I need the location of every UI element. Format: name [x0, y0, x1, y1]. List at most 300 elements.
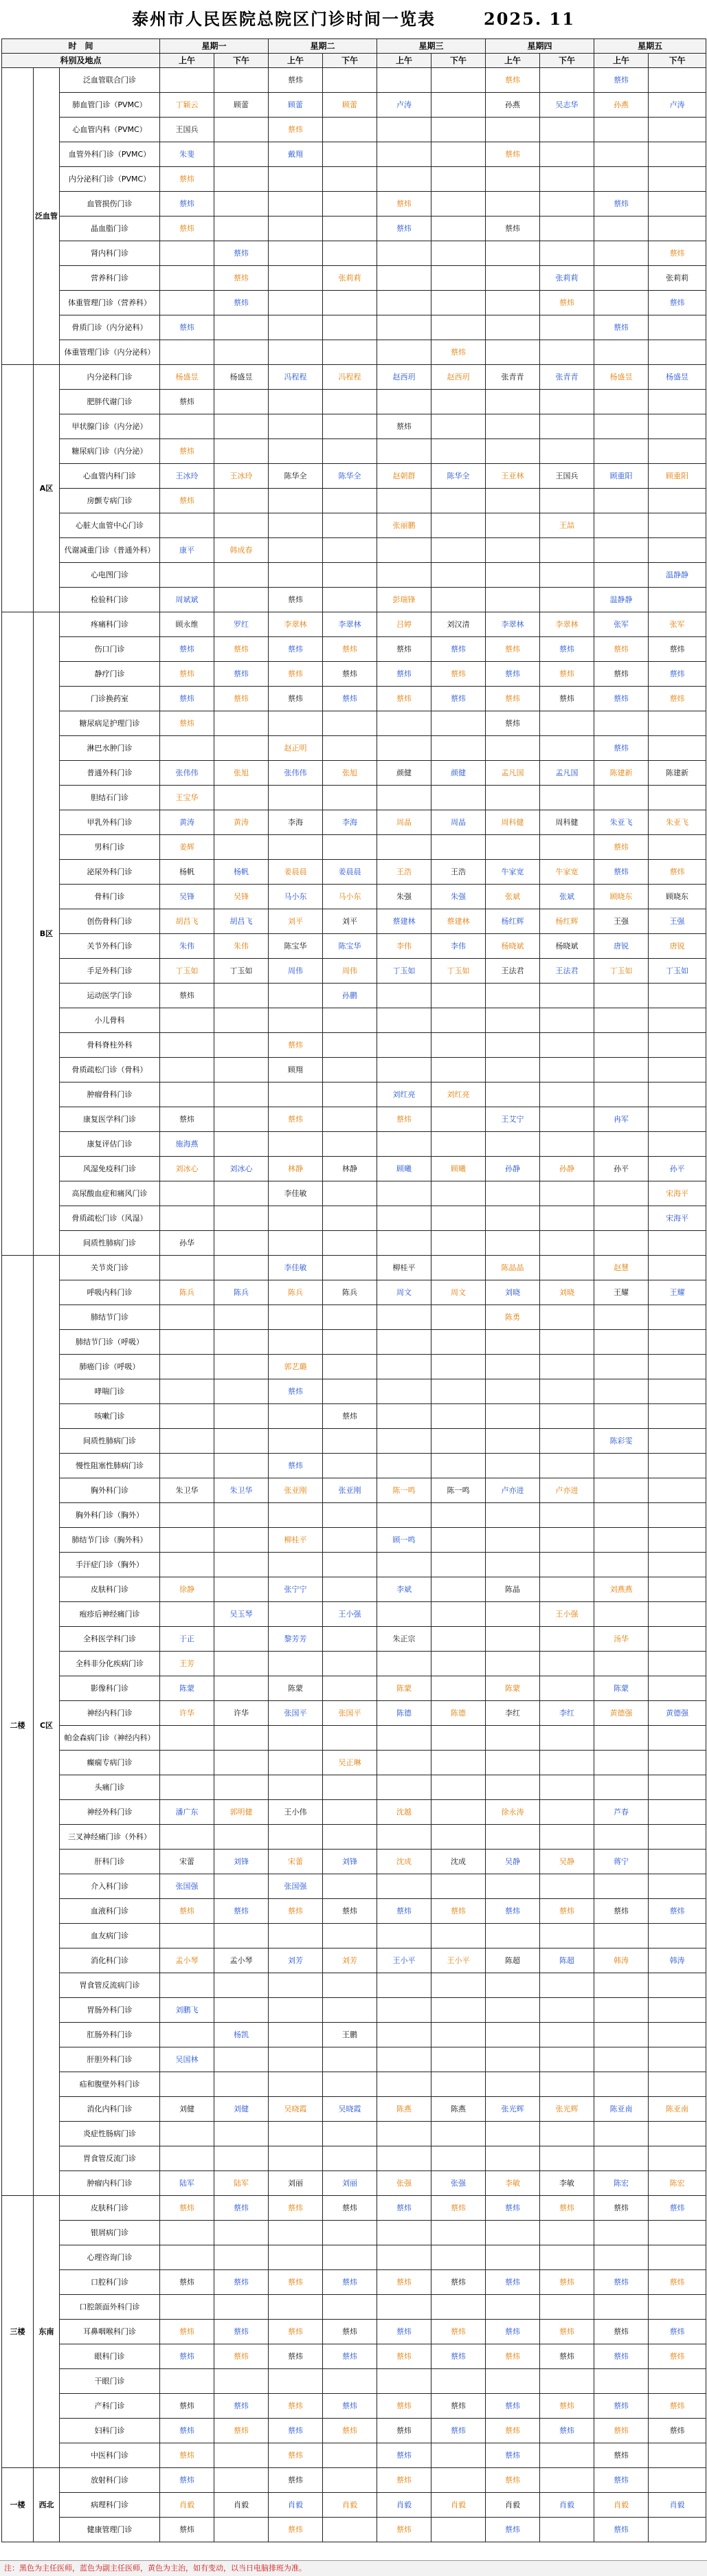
- doctor-cell: [377, 2122, 431, 2146]
- doctor-cell: [486, 2072, 540, 2097]
- doctor-cell: [214, 118, 269, 142]
- doctor-cell: [269, 1602, 323, 1627]
- doctor-cell: [594, 167, 649, 192]
- doctor-cell: 蔡炜: [323, 637, 377, 662]
- doctor-cell: 蔡炜: [431, 2394, 486, 2419]
- doctor-cell: 蔡炜: [486, 2344, 540, 2369]
- doctor-cell: [431, 835, 486, 860]
- doctor-cell: 杨晓斌: [486, 934, 540, 959]
- doctor-cell: 张莉莉: [540, 266, 594, 291]
- doctor-cell: [649, 340, 706, 365]
- doctor-cell: [540, 2518, 594, 2542]
- clinic-name: 全科非分化疾病门诊: [60, 1652, 160, 1676]
- doctor-cell: 周伟: [323, 959, 377, 984]
- doctor-cell: 王耀: [594, 1280, 649, 1305]
- doctor-cell: [649, 1602, 706, 1627]
- doctor-cell: 蔡炜: [214, 687, 269, 711]
- doctor-cell: [160, 1082, 214, 1107]
- clinic-name: 肺血管门诊（PVMC）: [60, 93, 160, 118]
- doctor-cell: [540, 1404, 594, 1429]
- clinic-name: 内分泌科门诊: [60, 365, 160, 390]
- doctor-cell: [486, 192, 540, 216]
- doctor-cell: 蔡炜: [594, 315, 649, 340]
- doctor-cell: [486, 1528, 540, 1553]
- doctor-cell: [323, 2369, 377, 2394]
- doctor-cell: [649, 513, 706, 538]
- doctor-cell: [269, 2047, 323, 2072]
- clinic-name: 糖尿病足护理门诊: [60, 711, 160, 736]
- table-row: [2, 1231, 706, 1256]
- doctor-cell: [486, 1924, 540, 1948]
- doctor-cell: [323, 1033, 377, 1058]
- doctor-cell: 蔡炜: [431, 2344, 486, 2369]
- doctor-cell: 蔡炜: [269, 1899, 323, 1924]
- doctor-cell: 顾永维: [160, 612, 214, 637]
- doctor-cell: [486, 2047, 540, 2072]
- pm-label: 下午: [431, 54, 486, 68]
- doctor-cell: 周晶: [377, 810, 431, 835]
- doctor-cell: [649, 1033, 706, 1058]
- doctor-cell: 牛家宽: [540, 860, 594, 885]
- table-row: [2, 736, 706, 761]
- clinic-name: 肿瘤骨科门诊: [60, 1082, 160, 1107]
- doctor-cell: 蔡炜: [486, 662, 540, 687]
- doctor-cell: 刘燕燕: [594, 1577, 649, 1602]
- doctor-cell: 刘冰心: [160, 1157, 214, 1181]
- doctor-cell: 蔡炜: [594, 736, 649, 761]
- doctor-cell: [486, 2295, 540, 2320]
- doctor-cell: [269, 1652, 323, 1676]
- clinic-name: 肺癌门诊（呼吸）: [60, 1355, 160, 1379]
- doctor-cell: [160, 414, 214, 439]
- clinic-name: 营养科门诊: [60, 266, 160, 291]
- doctor-cell: [594, 2122, 649, 2146]
- doctor-cell: [486, 167, 540, 192]
- clinic-name: 呼吸内科门诊: [60, 1280, 160, 1305]
- doctor-cell: 卢涛: [649, 93, 706, 118]
- doctor-cell: [269, 1998, 323, 2023]
- doctor-cell: 顾曦: [431, 1157, 486, 1181]
- doctor-cell: 吴静: [486, 1850, 540, 1874]
- table-row: [2, 1800, 706, 1825]
- doctor-cell: [269, 1553, 323, 1577]
- doctor-cell: [214, 2245, 269, 2270]
- doctor-cell: 陈晶晶: [486, 1256, 540, 1280]
- doctor-cell: [594, 538, 649, 563]
- table-row: [2, 291, 706, 315]
- doctor-cell: [486, 1429, 540, 1454]
- doctor-cell: [431, 1577, 486, 1602]
- doctor-cell: [269, 1825, 323, 1850]
- doctor-cell: [594, 1082, 649, 1107]
- doctor-cell: [269, 1231, 323, 1256]
- doctor-cell: [540, 2221, 594, 2245]
- doctor-cell: 蔡炜: [377, 1107, 431, 1132]
- doctor-cell: [594, 1404, 649, 1429]
- doctor-cell: [323, 2518, 377, 2542]
- doctor-cell: [649, 2023, 706, 2047]
- doctor-cell: 蔡炜: [540, 2270, 594, 2295]
- doctor-cell: [269, 2221, 323, 2245]
- doctor-cell: [486, 1355, 540, 1379]
- doctor-cell: [269, 1924, 323, 1948]
- doctor-cell: [486, 315, 540, 340]
- doctor-cell: 刘健: [214, 2097, 269, 2122]
- doctor-cell: 张强: [377, 2171, 431, 2196]
- table-row: [2, 1107, 706, 1132]
- doctor-cell: 陈兵: [323, 1280, 377, 1305]
- doctor-cell: [540, 2047, 594, 2072]
- doctor-cell: [323, 1231, 377, 1256]
- table-row: [2, 2344, 706, 2369]
- doctor-cell: 李红: [540, 1701, 594, 1726]
- doctor-cell: 王宝华: [160, 786, 214, 810]
- doctor-cell: [269, 835, 323, 860]
- doctor-cell: 蔡炜: [649, 860, 706, 885]
- doctor-cell: [269, 1404, 323, 1429]
- doctor-cell: [540, 1379, 594, 1404]
- doctor-cell: 王艾宁: [486, 1107, 540, 1132]
- clinic-name: 胆结石门诊: [60, 786, 160, 810]
- pm-label: 下午: [540, 54, 594, 68]
- doctor-cell: [431, 414, 486, 439]
- doctor-cell: [323, 167, 377, 192]
- doctor-cell: [540, 1973, 594, 1998]
- doctor-cell: [431, 192, 486, 216]
- doctor-cell: 蒋宁: [594, 1850, 649, 1874]
- doctor-cell: 陈一鸣: [377, 1478, 431, 1503]
- clinic-name: 头痛门诊: [60, 1775, 160, 1800]
- doctor-cell: [649, 315, 706, 340]
- doctor-cell: 颜健: [431, 761, 486, 786]
- doctor-cell: 张莉莉: [649, 266, 706, 291]
- clinic-name: 肺结节门诊（呼吸）: [60, 1330, 160, 1355]
- table-row: [2, 2443, 706, 2468]
- doctor-cell: [486, 1874, 540, 1899]
- doctor-cell: 蔡炜: [377, 2518, 431, 2542]
- clinic-name: 银屑病门诊: [60, 2221, 160, 2245]
- doctor-cell: [269, 192, 323, 216]
- clinic-name: 病理科门诊: [60, 2493, 160, 2518]
- doctor-cell: [540, 1726, 594, 1751]
- table-row: [2, 810, 706, 835]
- doctor-cell: [160, 241, 214, 266]
- doctor-cell: [486, 390, 540, 414]
- doctor-cell: 蔡炜: [160, 192, 214, 216]
- doctor-cell: [486, 1998, 540, 2023]
- doctor-cell: [160, 291, 214, 315]
- table-row: [2, 538, 706, 563]
- doctor-cell: 蔡炜: [649, 2270, 706, 2295]
- doctor-cell: [214, 315, 269, 340]
- doctor-cell: 黄涛: [160, 810, 214, 835]
- clinic-name: 癫痫专病门诊: [60, 1751, 160, 1775]
- doctor-cell: 柳桂平: [377, 1256, 431, 1280]
- clinic-name: 胃食管反流门诊: [60, 2146, 160, 2171]
- doctor-cell: 宋蕾: [269, 1850, 323, 1874]
- doctor-cell: [486, 786, 540, 810]
- doctor-cell: 顾晓东: [649, 885, 706, 909]
- doctor-cell: [540, 2443, 594, 2468]
- doctor-cell: 蔡炜: [540, 2394, 594, 2419]
- doctor-cell: 蔡炜: [269, 118, 323, 142]
- doctor-cell: 蔡炜: [594, 2344, 649, 2369]
- doctor-cell: [214, 1330, 269, 1355]
- table-row: [2, 216, 706, 241]
- doctor-cell: 杨盛昱: [214, 365, 269, 390]
- schedule-body: [2, 68, 706, 2542]
- area-label: B区: [34, 612, 60, 1256]
- doctor-cell: 唐锐: [594, 934, 649, 959]
- doctor-cell: [323, 2295, 377, 2320]
- doctor-cell: [540, 1107, 594, 1132]
- doctor-cell: [431, 1503, 486, 1528]
- doctor-cell: [486, 1973, 540, 1998]
- doctor-cell: 杨红辉: [486, 909, 540, 934]
- doctor-cell: 蔡炜: [160, 2270, 214, 2295]
- doctor-cell: [323, 1577, 377, 1602]
- doctor-cell: [540, 2468, 594, 2493]
- table-row: [2, 315, 706, 340]
- floor-label: 三楼: [2, 2196, 34, 2468]
- doctor-cell: [160, 2023, 214, 2047]
- doctor-cell: [594, 1775, 649, 1800]
- doctor-cell: [160, 2295, 214, 2320]
- doctor-cell: [323, 1924, 377, 1948]
- doctor-cell: [594, 1379, 649, 1404]
- doctor-cell: 顾蕾: [214, 93, 269, 118]
- doctor-cell: [269, 390, 323, 414]
- doctor-cell: [486, 1379, 540, 1404]
- doctor-cell: [649, 489, 706, 513]
- doctor-cell: [486, 984, 540, 1008]
- doctor-cell: 刘平: [323, 909, 377, 934]
- doctor-cell: [649, 1973, 706, 1998]
- doctor-cell: [486, 1503, 540, 1528]
- clinic-name: 手足外科门诊: [60, 959, 160, 984]
- doctor-cell: 吴静: [540, 1850, 594, 1874]
- clinic-name: 疱疹后神经痛门诊: [60, 1602, 160, 1627]
- doctor-cell: [486, 340, 540, 365]
- doctor-cell: 林静: [269, 1157, 323, 1181]
- table-row: [2, 2295, 706, 2320]
- doctor-cell: [214, 1553, 269, 1577]
- doctor-cell: 蔡炜: [486, 2468, 540, 2493]
- table-row: [2, 2171, 706, 2196]
- table-row: [2, 1181, 706, 1206]
- doctor-cell: 张伟伟: [269, 761, 323, 786]
- doctor-cell: 张青青: [486, 365, 540, 390]
- doctor-cell: [214, 1132, 269, 1157]
- doctor-cell: [377, 1874, 431, 1899]
- doctor-cell: 蔡炜: [377, 2443, 431, 2468]
- doctor-cell: 丁玉如: [377, 959, 431, 984]
- doctor-cell: 蔡炜: [160, 1899, 214, 1924]
- doctor-cell: [377, 2047, 431, 2072]
- doctor-cell: [377, 538, 431, 563]
- doctor-cell: [649, 439, 706, 464]
- doctor-cell: 孙燕: [594, 93, 649, 118]
- doctor-cell: 朱正宗: [377, 1627, 431, 1652]
- doctor-cell: [594, 711, 649, 736]
- doctor-cell: 孟凡国: [486, 761, 540, 786]
- doctor-cell: 于正: [160, 1627, 214, 1652]
- doctor-cell: [323, 1454, 377, 1478]
- doctor-cell: 许华: [160, 1701, 214, 1726]
- doctor-cell: [594, 1355, 649, 1379]
- doctor-cell: 杨红辉: [540, 909, 594, 934]
- doctor-cell: [431, 390, 486, 414]
- doctor-cell: 蔡炜: [540, 2344, 594, 2369]
- area-label: A区: [34, 365, 60, 612]
- doctor-cell: 陈燕: [377, 2097, 431, 2122]
- doctor-cell: 刘红亮: [377, 1082, 431, 1107]
- doctor-cell: 陈建新: [649, 761, 706, 786]
- doctor-cell: [377, 118, 431, 142]
- doctor-cell: [594, 1924, 649, 1948]
- doctor-cell: [160, 1454, 214, 1478]
- doctor-cell: 蔡炜: [160, 687, 214, 711]
- table-row: [2, 68, 706, 93]
- table-row: [2, 662, 706, 687]
- doctor-cell: 张国强: [269, 1874, 323, 1899]
- clinic-name: 帕金森病门诊（神经内科）: [60, 1726, 160, 1751]
- doctor-cell: [540, 489, 594, 513]
- doctor-cell: [540, 167, 594, 192]
- doctor-cell: 王小伟: [269, 1800, 323, 1825]
- doctor-cell: [160, 736, 214, 761]
- doctor-cell: [540, 835, 594, 860]
- doctor-cell: 马小东: [323, 885, 377, 909]
- doctor-cell: [431, 1305, 486, 1330]
- doctor-cell: 蔡炜: [269, 1454, 323, 1478]
- doctor-cell: [323, 1082, 377, 1107]
- clinic-name: 骨科门诊: [60, 885, 160, 909]
- doctor-cell: 蔡炜: [649, 2344, 706, 2369]
- doctor-cell: 张青青: [540, 365, 594, 390]
- doctor-cell: [431, 2146, 486, 2171]
- doctor-cell: 蔡炜: [486, 637, 540, 662]
- clinic-name: 疝和腹壁外科门诊: [60, 2072, 160, 2097]
- doctor-cell: 蔡炜: [377, 414, 431, 439]
- doctor-cell: [594, 2369, 649, 2394]
- doctor-cell: [594, 984, 649, 1008]
- doctor-cell: [377, 266, 431, 291]
- doctor-cell: 孙燕: [486, 93, 540, 118]
- doctor-cell: 蔡炜: [160, 167, 214, 192]
- doctor-cell: [160, 2369, 214, 2394]
- doctor-cell: [431, 2072, 486, 2097]
- doctor-cell: 丁玉如: [431, 959, 486, 984]
- doctor-cell: [540, 2295, 594, 2320]
- doctor-cell: [214, 2295, 269, 2320]
- doctor-cell: 蔡炜: [323, 1404, 377, 1429]
- doctor-cell: [377, 1181, 431, 1206]
- doctor-cell: [540, 1355, 594, 1379]
- doctor-cell: [323, 1553, 377, 1577]
- doctor-cell: [323, 1181, 377, 1206]
- clinic-name: 咳嗽门诊: [60, 1404, 160, 1429]
- doctor-cell: [540, 1825, 594, 1850]
- doctor-cell: [594, 1181, 649, 1206]
- doctor-cell: 蔡炜: [214, 662, 269, 687]
- weekday-tue: 星期二: [269, 39, 377, 54]
- table-row: [2, 439, 706, 464]
- doctor-cell: [540, 1132, 594, 1157]
- doctor-cell: 刘晓: [540, 1280, 594, 1305]
- clinic-name: 产科门诊: [60, 2394, 160, 2419]
- doctor-cell: 陈兵: [160, 1280, 214, 1305]
- doctor-cell: [323, 414, 377, 439]
- doctor-cell: 蔡炜: [160, 2344, 214, 2369]
- doctor-cell: [160, 2122, 214, 2146]
- doctor-cell: [431, 2295, 486, 2320]
- doctor-cell: [540, 216, 594, 241]
- doctor-cell: [160, 266, 214, 291]
- doctor-cell: [377, 563, 431, 588]
- doctor-cell: 朱强: [431, 885, 486, 909]
- table-row: [2, 2072, 706, 2097]
- doctor-cell: [486, 1206, 540, 1231]
- doctor-cell: [377, 489, 431, 513]
- doctor-cell: 蔡炜: [214, 266, 269, 291]
- table-row: [2, 1082, 706, 1107]
- doctor-cell: 李海: [269, 810, 323, 835]
- clinic-name: 全科医学科门诊: [60, 1627, 160, 1652]
- area-label: 西北: [34, 2468, 60, 2542]
- doctor-cell: [540, 786, 594, 810]
- doctor-cell: [540, 1577, 594, 1602]
- doctor-cell: [323, 588, 377, 612]
- doctor-cell: [486, 439, 540, 464]
- doctor-cell: 蔡炜: [540, 2419, 594, 2443]
- doctor-cell: [594, 1553, 649, 1577]
- doctor-cell: [214, 1256, 269, 1280]
- doctor-cell: [377, 1602, 431, 1627]
- table-row: [2, 241, 706, 266]
- doctor-cell: [323, 835, 377, 860]
- doctor-cell: [377, 340, 431, 365]
- table-row: [2, 414, 706, 439]
- doctor-cell: 吴玉琴: [214, 1602, 269, 1627]
- doctor-cell: [486, 563, 540, 588]
- pm-label: 下午: [323, 54, 377, 68]
- doctor-cell: 蔡炜: [486, 68, 540, 93]
- doctor-cell: [160, 1775, 214, 1800]
- clinic-name: 手汗症门诊（胸外）: [60, 1553, 160, 1577]
- doctor-cell: 蔡炜: [540, 2196, 594, 2221]
- doctor-cell: 蔡炜: [540, 1899, 594, 1924]
- doctor-cell: [160, 1553, 214, 1577]
- clinic-name: 炎症性肠病门诊: [60, 2122, 160, 2146]
- doctor-cell: 康平: [160, 538, 214, 563]
- doctor-cell: [431, 1181, 486, 1206]
- table-row: [2, 885, 706, 909]
- clinic-name: 关节外科门诊: [60, 934, 160, 959]
- doctor-cell: 蔡炜: [269, 2518, 323, 2542]
- doctor-cell: [323, 1825, 377, 1850]
- table-row: [2, 1726, 706, 1751]
- doctor-cell: [160, 1751, 214, 1775]
- table-row: [2, 711, 706, 736]
- doctor-cell: [594, 1008, 649, 1033]
- doctor-cell: [431, 984, 486, 1008]
- doctor-cell: 蔡炜: [649, 637, 706, 662]
- table-row: [2, 1701, 706, 1726]
- doctor-cell: 蔡炜: [540, 637, 594, 662]
- table-row: [2, 909, 706, 934]
- doctor-cell: [486, 1553, 540, 1577]
